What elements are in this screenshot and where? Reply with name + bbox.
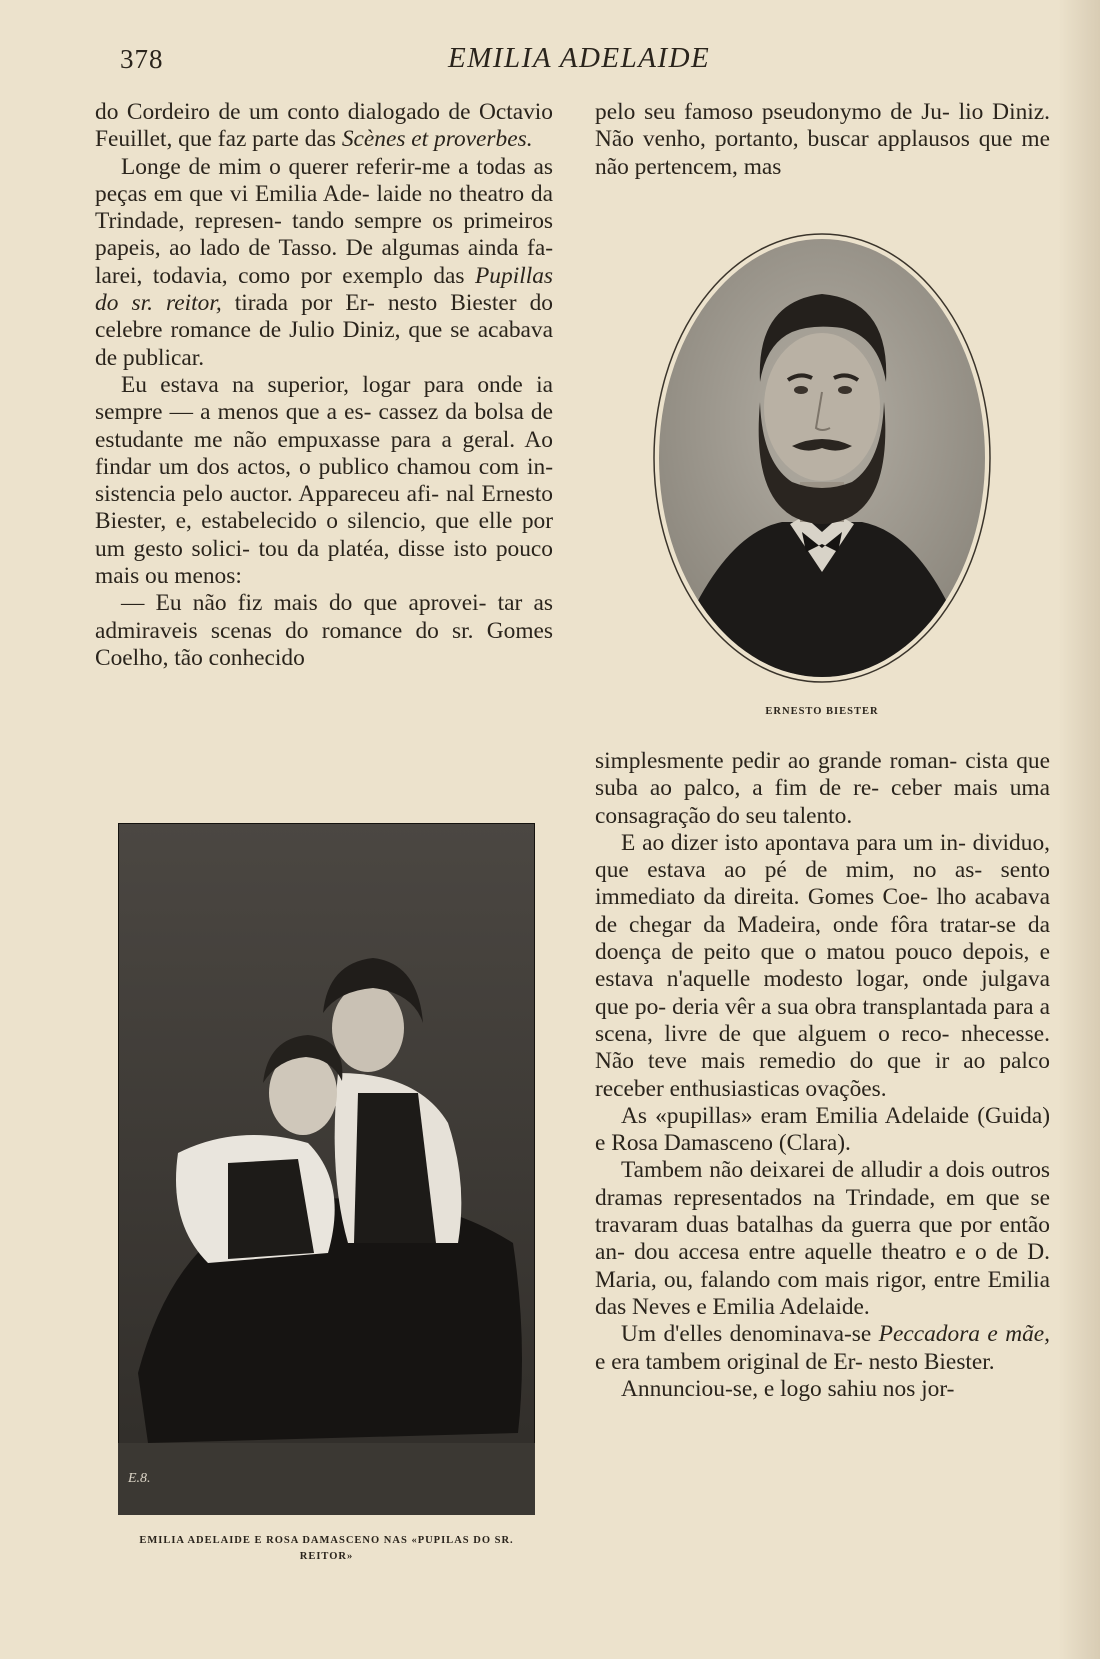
right-text-column-bottom: [595, 748, 1050, 1403]
text-line: Eu estava na superior, logar para: [121, 371, 478, 398]
text-line: cassez da bolsa de estudante me não: [95, 399, 554, 453]
photo-emilia-rosa: [118, 823, 535, 1515]
text-line: talento.: [782, 802, 853, 829]
text-line: de D. Maria, ou, falando com mais: [595, 1239, 1050, 1293]
left-text-column: [95, 99, 553, 672]
text-line: nal Ernesto Biester, e, estabelecido o: [95, 481, 554, 535]
text-line: sistencia pelo auctor. Appareceu afi-: [95, 481, 447, 508]
text-line: e era tambem original de Er-: [595, 1348, 869, 1375]
paragraph-cordeiro: [95, 99, 553, 154]
text-line: todas as peças em que vi Emilia Ade-: [95, 153, 553, 207]
portrait-caption: ERNESTO BIESTER: [765, 706, 879, 717]
text-line: larei, todavia, como por exemplo das: [95, 262, 476, 289]
text-line: menos:: [174, 563, 242, 590]
text-line: batalhas da guerra que por então an-: [595, 1212, 1050, 1266]
text-line: Tambem não deixarei de alludir a: [621, 1157, 946, 1184]
text-line: Julio Diniz, que se acabava de publicar.: [95, 317, 553, 371]
paragraph-tambem: [595, 1157, 1050, 1321]
text-line: Um d'elles denominava-se: [621, 1321, 879, 1348]
paragraph-annunciou: [595, 1376, 1050, 1403]
paragraph-eu-estava: [95, 372, 553, 590]
text-line: lho acabava de chegar da Madeira, onde: [595, 884, 1050, 938]
play-title: Pupillas do sr. reitor,: [95, 262, 553, 317]
text-line: tirada por Er-: [234, 290, 388, 317]
paragraph-e-ao-dizer: [595, 830, 1050, 1103]
text-line: silencio, que elle por um gesto solici-: [95, 508, 554, 562]
text-line: sento immediato da direita. Gomes Coe-: [595, 857, 1050, 911]
portrait-ernesto-biester: [652, 232, 992, 684]
text-line: Trindade, em que se travaram duas: [595, 1184, 1050, 1239]
paragraph-um-delles: [595, 1321, 1050, 1376]
right-text-column-top: [595, 99, 1050, 181]
engraver-mark: E.8.: [128, 1471, 151, 1486]
text-line: applausos que me não pertencem, mas: [595, 126, 1051, 180]
text-line: lio Diniz. Não venho, portanto, buscar: [595, 99, 1050, 153]
text-line: tou da platéa, disse isto pouco mais ou: [95, 535, 553, 590]
text-line: (Guida) e Rosa Damasceno (Clara).: [595, 1102, 1050, 1157]
running-head: EMILIA ADELAIDE: [448, 42, 711, 74]
text-line: rigor, entre Emilia das Neves e Emilia: [595, 1266, 1050, 1320]
paragraph-simplesmente: [595, 748, 1050, 830]
text-line: Annunciou-se, e logo sahiu nos jor-: [621, 1375, 955, 1402]
text-line: nesto Biester.: [868, 1348, 995, 1375]
text-line: nesto Biester do celebre romance de: [95, 290, 553, 344]
text-line: ceber mais uma consagração do seu: [595, 775, 1050, 829]
text-line: simplesmente pedir ao grande roman-: [595, 748, 966, 774]
text-line: do Cordeiro de um conto dialogado de: [95, 99, 479, 125]
text-line: do sr. Gomes Coelho, tão conhecido: [95, 617, 553, 671]
text-line: dou accesa entre aquelle theatro e o: [634, 1239, 996, 1266]
text-line: Octavio Feuillet, que faz parte das: [95, 99, 553, 153]
text-line: tando sempre os primeiros papeis, ao: [95, 208, 553, 262]
text-line: — Eu não fiz mais do que aprovei-: [121, 590, 498, 617]
paragraph-continuation: [595, 99, 1050, 181]
page-edge-shadow: [1058, 0, 1100, 1659]
text-line: dois outros dramas representados na: [595, 1157, 1050, 1211]
text-line: tar as admiraveis scenas do romance: [95, 590, 553, 644]
text-line: laide no theatro da Trindade, represen-: [95, 180, 553, 235]
text-line: lado de Tasso. De algumas ainda fa-: [199, 235, 553, 262]
play-title: Peccadora: [878, 1321, 988, 1348]
text-line: dos actos, o publico chamou com in-: [196, 453, 553, 480]
page-number: 378: [120, 44, 164, 74]
text-line: E ao dizer isto apontava para um in-: [621, 829, 973, 856]
paragraph-speech: [95, 590, 553, 672]
text-line: ovações.: [805, 1075, 887, 1102]
photo-caption: EMILIA ADELAIDE E ROSA DAMASCENO NAS «PUPILAS DO SR. REITOR»: [139, 1535, 514, 1562]
text-line: cista que suba ao palco, a fim de re-: [595, 748, 1051, 802]
text-line: onde ia sempre — a menos que a es-: [95, 371, 553, 426]
text-line: Longe de mim o querer referir-me a: [121, 153, 477, 180]
text-line: pelo seu famoso pseudonymo de Ju-: [595, 99, 959, 125]
play-title: e mãe,: [987, 1321, 1051, 1348]
text-line: modesto logar, onde julgava que po-: [595, 966, 1050, 1020]
paragraph-longe: [95, 154, 553, 372]
text-line: fôra tratar-se da doença de peito que o: [595, 911, 1050, 966]
text-line: matou pouco depois, e estava n'aquelle: [595, 939, 1050, 993]
text-line: Adelaide.: [779, 1293, 870, 1320]
text-line: que ir ao palco receber enthusiasticas: [595, 1048, 1050, 1102]
text-line: a scena, livre de que alguem o reco-: [595, 993, 1050, 1047]
text-line: nhecesse. Não teve mais remedio do: [595, 1020, 1050, 1075]
text-line: Scènes et proverbes.: [341, 126, 533, 153]
text-line: dividuo, que estava ao pé de mim, no as-: [595, 829, 1050, 884]
text-line: deria vêr a sua obra transplantada para: [672, 993, 1040, 1020]
page-header: [0, 40, 1100, 80]
paragraph-pupillas: [595, 1103, 1050, 1158]
text-line: As «pupillas» eram Emilia Adelaide: [621, 1102, 978, 1129]
text-line: empuxasse para a geral. Ao findar um: [95, 426, 553, 480]
